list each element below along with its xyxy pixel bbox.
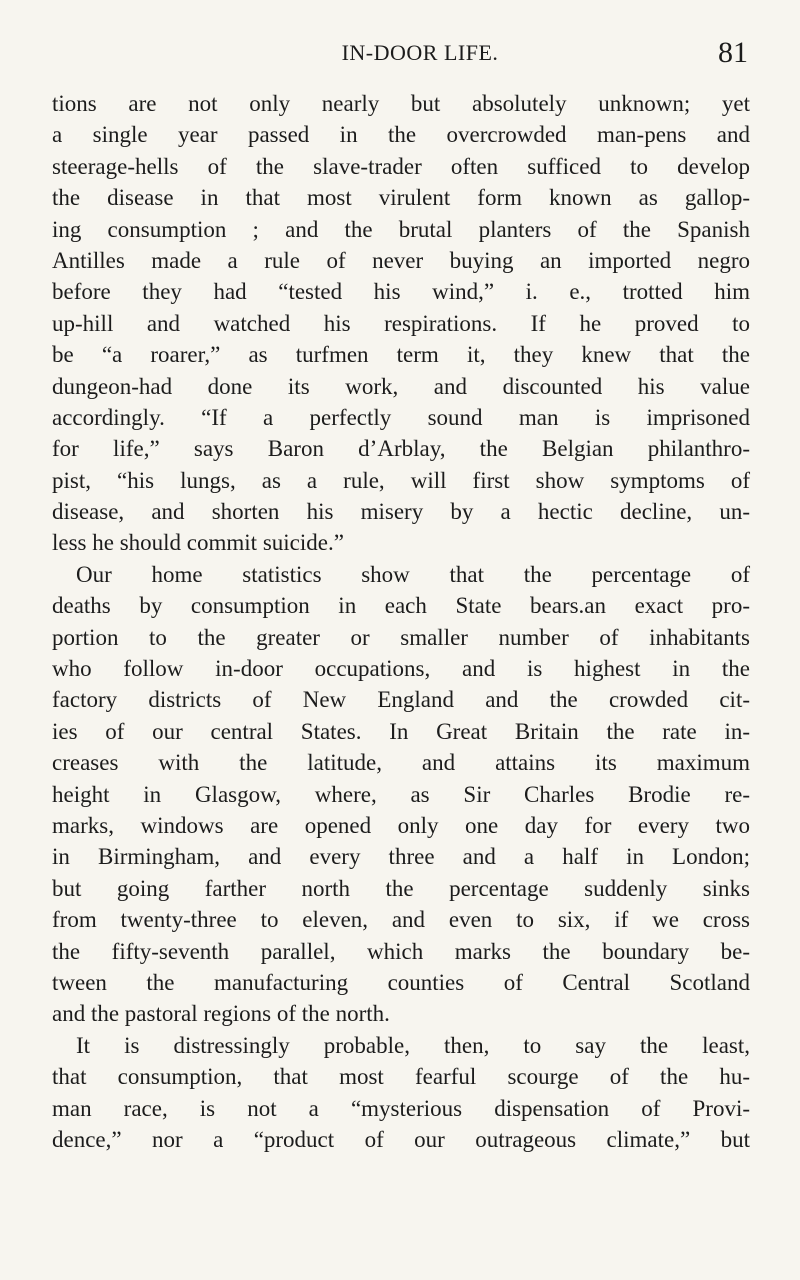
running-head — [52, 36, 748, 80]
text-line: steerage-hells of the slave-trader often sufficed to develop — [52, 153, 750, 179]
text-line: tions are not only nearly but absolutely unknown; yet — [52, 91, 750, 116]
text-line: portion to the greater or smaller number of inhabitants — [52, 624, 750, 650]
text-line: Antilles made a rule of never buying an imported negro — [52, 247, 750, 273]
text-line: the fifty-seventh parallel, which marks the boundary be- — [52, 938, 750, 964]
text-line: ies of our central States. In Great Britain the rate in- — [52, 718, 750, 744]
text-line: It is distressingly probable, then, to say the least, — [76, 1032, 750, 1058]
text-line: man race, is not a “mysterious dispensation of Provi- — [52, 1095, 750, 1121]
text-line: the disease in that most virulent form known as gallop- — [52, 185, 750, 211]
text-line: tween the manufacturing counties of Central Scotland — [52, 969, 750, 995]
text-line: dungeon-had done its work, and discounted his value — [52, 373, 750, 399]
text-line: creases with the latitude, and attains its maximum — [52, 750, 750, 776]
text-line: factory districts of New England and the crowded cit- — [52, 687, 750, 713]
text-line: be “a roarer,” as turfmen term it, they knew that the — [52, 342, 750, 368]
text-line: up-hill and watched his respirations. If he proved to — [52, 310, 750, 336]
text-line: before they had “tested his wind,” i. e., trotted him — [52, 279, 750, 305]
text-line: pist, “his lungs, as a rule, will first show symptoms of — [52, 467, 750, 493]
text-line: dence,” nor a “product of our outrageous climate,” but — [52, 1126, 750, 1152]
body-text — [52, 88, 750, 1155]
text-line: deaths by consumption in each State bears.an exact pro- — [52, 593, 750, 619]
text-line: less he should commit suicide.” — [52, 530, 344, 556]
running-head-title: IN-DOOR LIFE. — [341, 40, 499, 65]
text-line: who follow in-door occupations, and is highest in the — [52, 656, 750, 682]
text-line: and the pastoral regions of the north. — [52, 1001, 390, 1027]
text-line: a single year passed in the overcrowded man-pens and — [52, 122, 750, 148]
text-line: that consumption, that most fearful scourge of the hu- — [52, 1064, 750, 1090]
text-line: accordingly. “If a perfectly sound man is imprisoned — [52, 404, 750, 430]
text-line: but going farther north the percentage suddenly sinks — [52, 875, 750, 901]
text-line: Our home statistics show that the percentage of — [76, 561, 750, 587]
text-line: height in Glasgow, where, as Sir Charles Brodie re- — [52, 781, 750, 807]
text-line: marks, windows are opened only one day for every two — [52, 812, 750, 838]
text-line: in Birmingham, and every three and a half in London; — [52, 844, 750, 870]
text-line: disease, and shorten his misery by a hectic decline, un- — [52, 499, 750, 525]
text-line: ing consumption ; and the brutal planters of the Spanish — [52, 216, 750, 242]
text-line: for life,” says Baron d’Arblay, the Belgian philanthro- — [52, 436, 750, 462]
text-line: from twenty-three to eleven, and even to six, if we cross — [52, 907, 750, 933]
page-number: 81 — [718, 36, 748, 69]
